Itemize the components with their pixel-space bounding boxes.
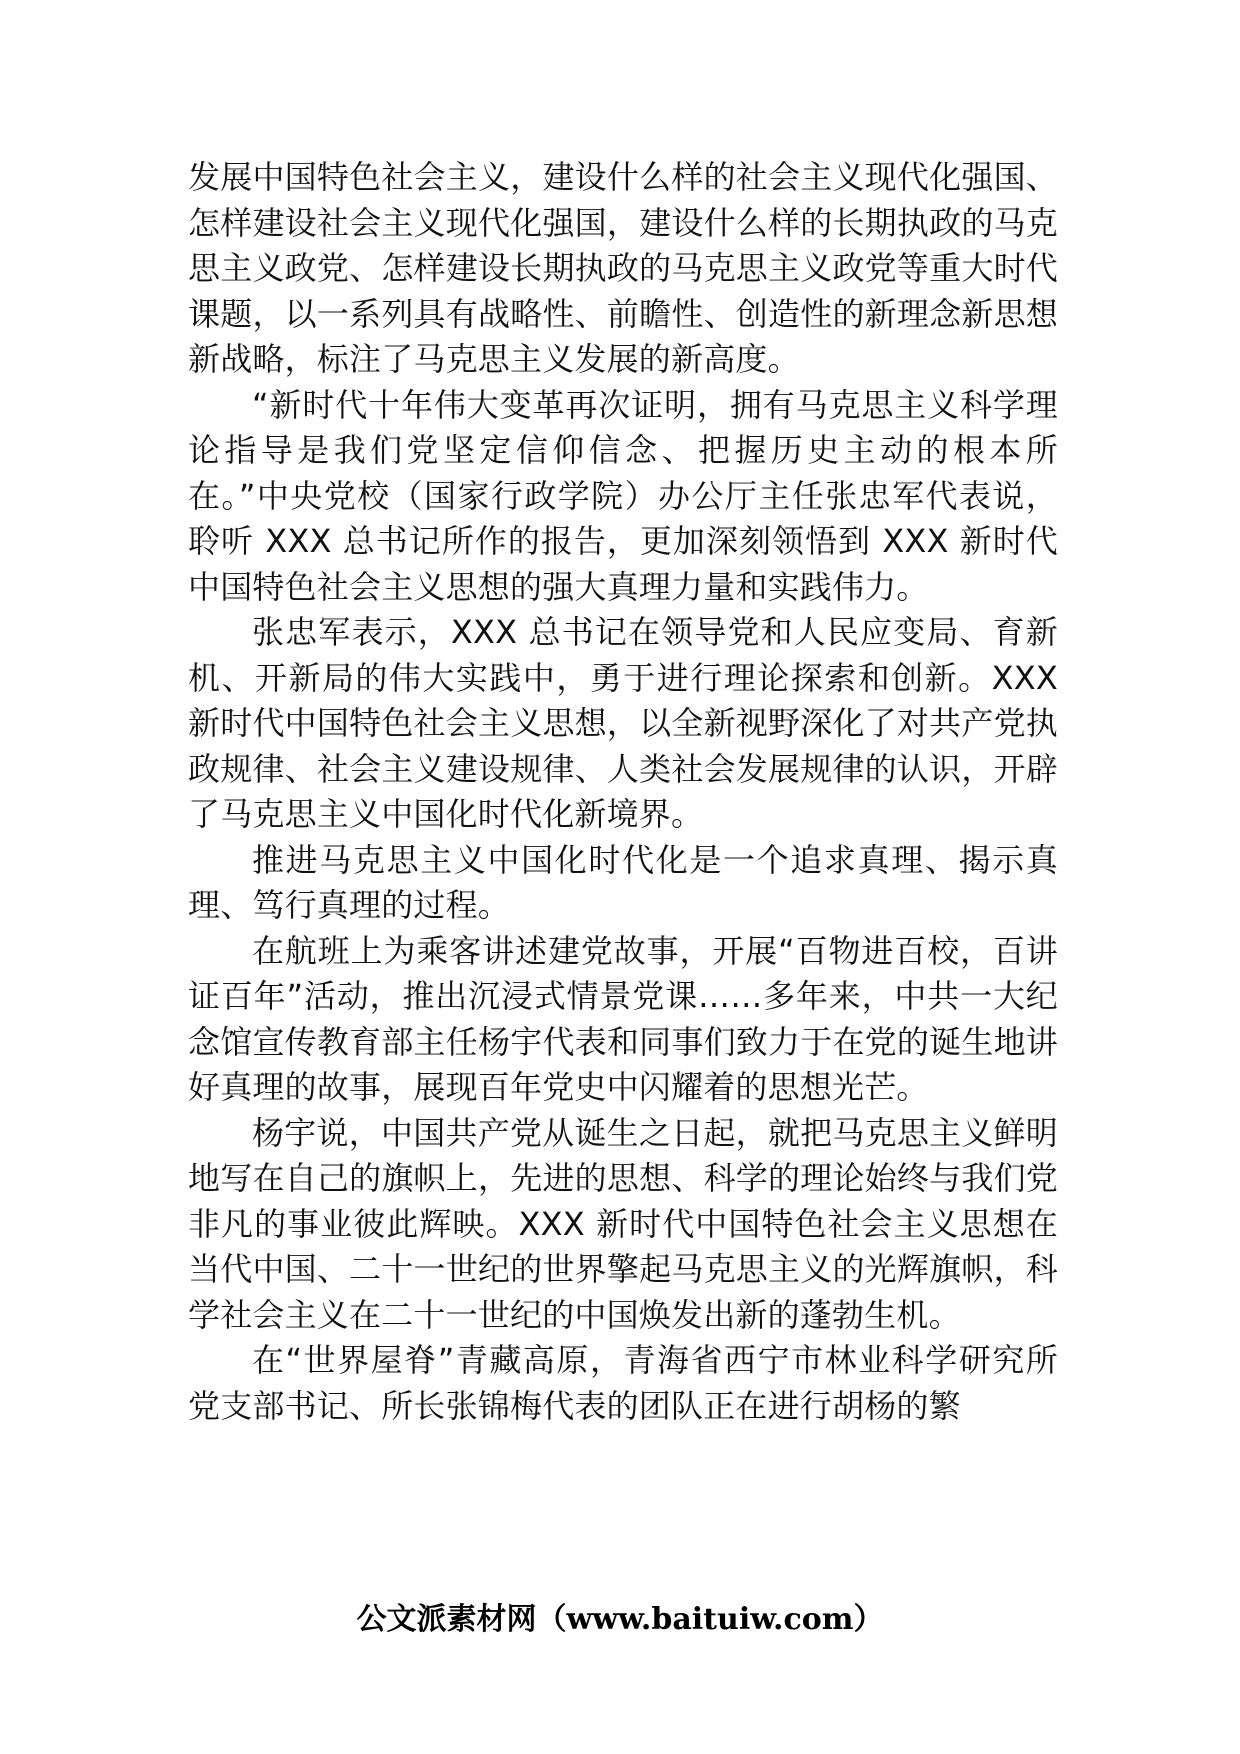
paragraph: 杨宇说，中国共产党从诞生之日起，就把马克思主义鲜明地写在自己的旗帜上，先进的思想、科学的理论始终与我们党非凡的事业彼此辉映。XXX 新时代中国特色社会主义思想在当代中国、二十一世纪的世界擎起马克思主义的光辉旗帜，科学社会主义在二十一世纪的中国焕发出新的蓬勃生机。 xyxy=(188,1113,1058,1334)
page-footer: 公文派素材网（www.baituiw.com） xyxy=(356,1602,884,1637)
paragraph: 在“世界屋脊”青藏高原，青海省西宁市林业科学研究所党支部书记、所长张锦梅代表的团队正在进行胡杨的繁 xyxy=(188,1341,1058,1425)
paragraph: 发展中国特色社会主义，建设什么样的社会主义现代化强国、怎样建设社会主义现代化强国，建设什么样的长期执政的马克思主义政党、怎样建设长期执政的马克思主义政党等重大时代课题，以一系列具有战略性、前瞻性、创造性的新理念新思想新战略，标注了马克思主义发展的新高度。 xyxy=(188,158,1058,378)
document-body xyxy=(188,155,1058,1429)
paragraph: 在航班上为乘客讲述建党故事，开展“百物进百校，百讲证百年”活动，推出沉浸式情景党课……多年来，中共一大纪念馆宣传教育部主任杨宇代表和同事们致力于在党的诞生地讲好真理的故事，展现百年党史中闪耀着的思想光芒。 xyxy=(188,931,1058,1106)
paragraph: 推进马克思主义中国化时代化是一个追求真理、揭示真理、笃行真理的过程。 xyxy=(188,840,1058,924)
paragraph: 张忠军表示，XXX 总书记在领导党和人民应变局、育新机、开新局的伟大实践中，勇于进行理论探索和创新。XXX 新时代中国特色社会主义思想，以全新视野深化了对共产党执政规律、社会主义建设规律、人类社会发展规律的认识，开辟了马克思主义中国化时代化新境界。 xyxy=(188,613,1058,833)
paragraph: “新时代十年伟大变革再次证明，拥有马克思主义科学理论指导是我们党坚定信仰信念、把握历史主动的根本所在。”中央党校（国家行政学院）办公厅主任张忠军代表说，聆听 XXX 总书记所作的报告，更加深刻领悟到 XXX 新时代中国特色社会主义思想的强大真理力量和实践伟力。 xyxy=(188,385,1058,606)
